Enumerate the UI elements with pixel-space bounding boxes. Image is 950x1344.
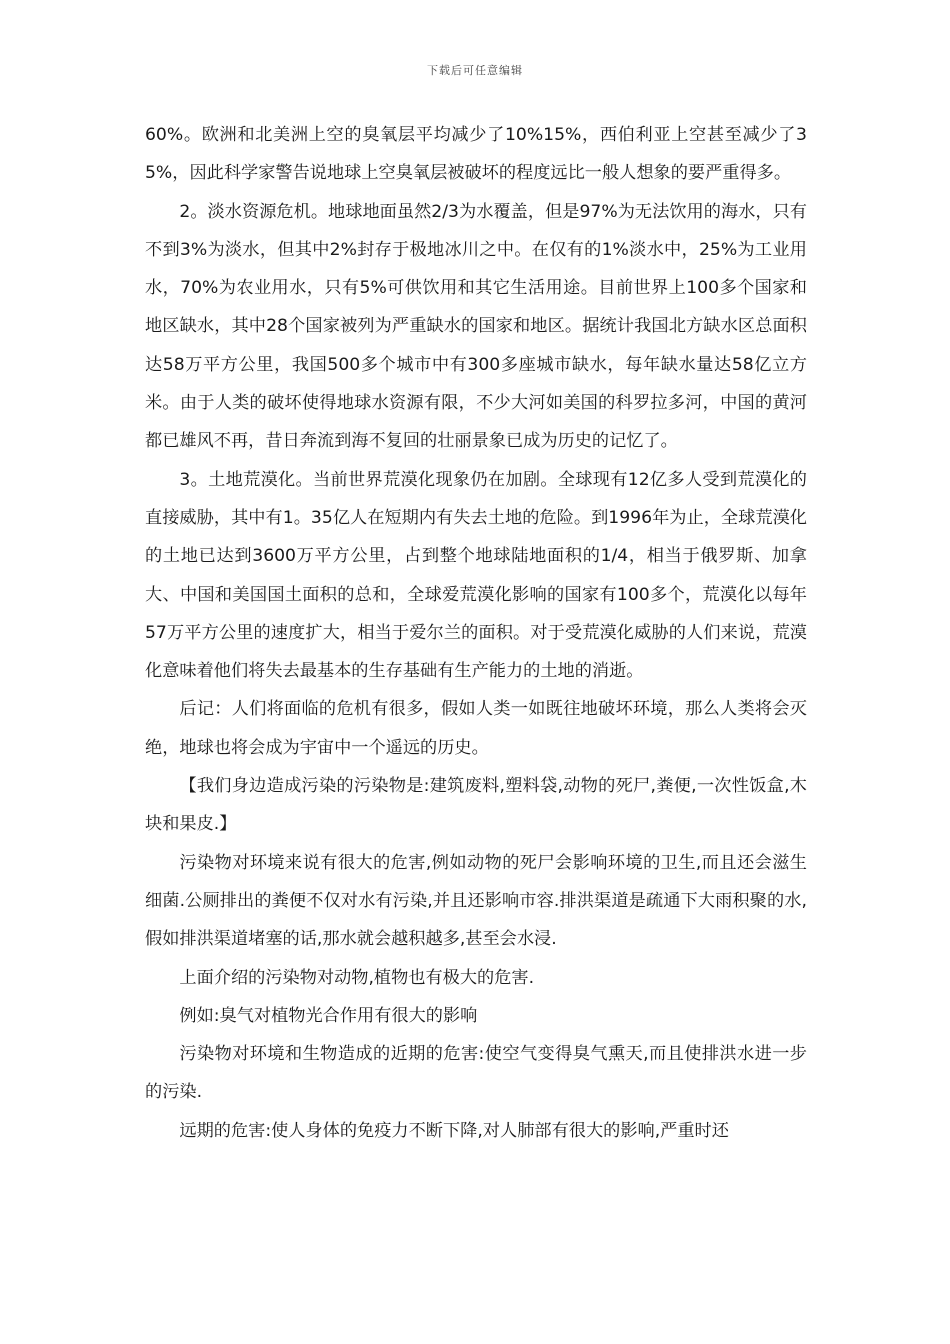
document-body xyxy=(145,116,807,1150)
paragraph-pollutants-list: 【我们身边造成污染的污染物是:建筑废料,塑料袋,动物的死尸,粪便,一次性饭盒,木块和果皮.】 xyxy=(145,776,807,835)
paragraph-ozone-continued: 60%。欧洲和北美洲上空的臭氧层平均减少了10%15%，西伯利亚上空甚至减少了35%，因此科学家警告说地球上空臭氧层被破坏的程度远比一般人想象的要严重得多。 xyxy=(145,125,807,184)
paragraph-desertification: 3。土地荒漠化。当前世界荒漠化现象仍在加剧。全球现有12亿多人受到荒漠化的直接威胁，其中有1。35亿人在短期内有失去土地的危险。到1996年为止，全球荒漠化的土地已达到3600万平方公里，占到整个地球陆地面积的1/4，相当于俄罗斯、加拿大、中国和美国国土面积的总和，全球爱荒漠化影响的国家有100多个，荒漠化以每年57万平方公里的速度扩大，相当于爱尔兰的面积。对于受荒漠化威胁的人们来说，荒漠化意味着他们将失去最基本的生存基础有生产能力的土地的消逝。 xyxy=(145,469,807,682)
paragraph-example: 例如:臭气对植物光合作用有很大的影响 xyxy=(179,1005,478,1026)
paragraph-long-term-harm: 远期的危害:使人身体的免疫力不断下降,对人肺部有很大的影响,严重时还 xyxy=(179,1120,729,1141)
paragraph-pollutant-harm: 污染物对环境来说有很大的危害,例如动物的死尸会影响环境的卫生,而且还会滋生细菌.公厕排出的粪便不仅对水有污染,并且还影响市容.排洪渠道是疏通下大雨积聚的水,假如排洪渠道堵塞的话,那水就会越积越多,甚至会水浸. xyxy=(145,852,807,950)
paragraph-short-term-harm: 污染物对环境和生物造成的近期的危害:使空气变得臭气熏天,而且使排洪水进一步的污染. xyxy=(145,1044,807,1103)
paragraph-harm-to-plants-animals: 上面介绍的污染物对动物,植物也有极大的危害. xyxy=(179,967,535,988)
paragraph-postscript: 后记：人们将面临的危机有很多，假如人类一如既往地破坏环境，那么人类将会灭绝，地球也将会成为宇宙中一个遥远的历史。 xyxy=(145,699,807,758)
page-header: 下载后可任意编辑 xyxy=(427,64,523,77)
paragraph-freshwater-crisis: 2。淡水资源危机。地球地面虽然2/3为水覆盖，但是97%为无法饮用的海水，只有不到3%为淡水，但其中2%封存于极地冰川之中。在仅有的1%淡水中，25%为工业用水，70%为农业用水，只有5%可供饮用和其它生活用途。目前世界上100多个国家和地区缺水，其中28个国家被列为严重缺水的国家和地区。据统计我国北方缺水区总面积达58万平方公里，我国500多个城市中有300多座城市缺水，每年缺水量达58亿立方米。由于人类的破坏使得地球水资源有限，不少大河如美国的科罗拉多河，中国的黄河都已雄风不再，昔日奔流到海不复回的壮丽景象已成为历史的记忆了。 xyxy=(145,201,807,452)
